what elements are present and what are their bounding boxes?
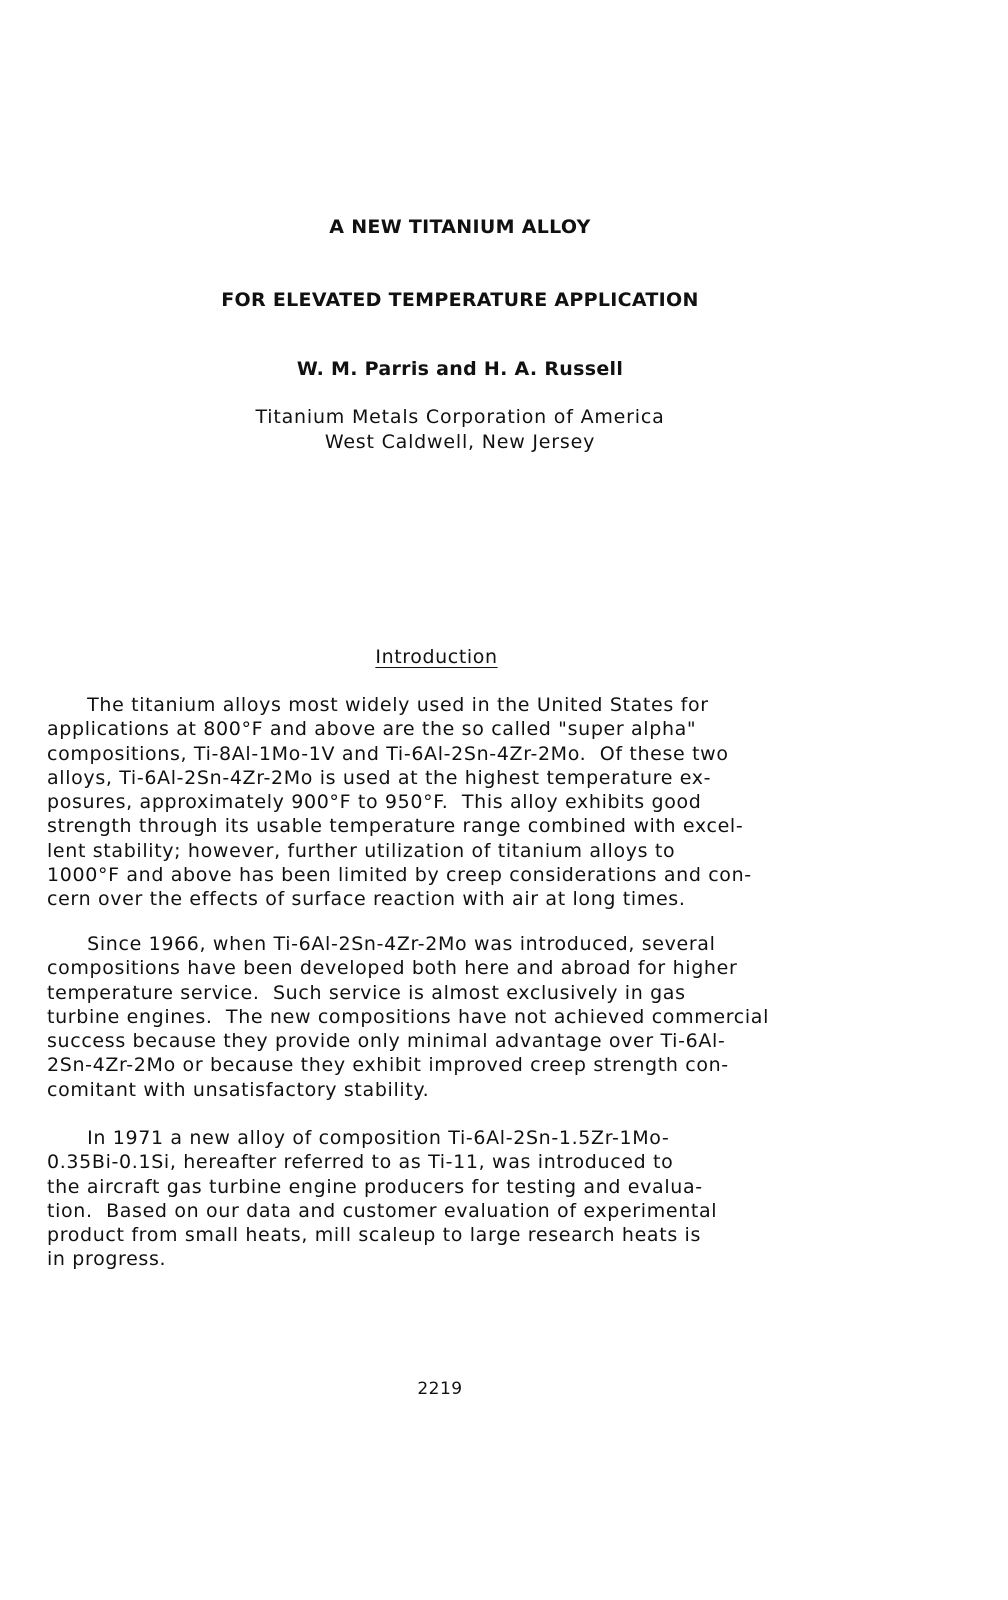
paragraph-line: cern over the effects of surface reaction with air at long times.: [47, 888, 686, 911]
affiliation-line-1: Titanium Metals Corporation of America: [255, 406, 665, 428]
paragraph-2: [47, 932, 877, 1102]
paragraph-line: posures, approximately 900°F to 950°F. This alloy exhibits good: [47, 791, 702, 814]
paragraph-line: 2Sn-4Zr-2Mo or because they exhibit improved creep strength con-: [47, 1054, 729, 1077]
paragraph-line: tion. Based on our data and customer evaluation of experimental: [47, 1199, 718, 1222]
page-number: 2219: [417, 1379, 463, 1399]
paragraph-line: comitant with unsatisfactory stability.: [47, 1078, 430, 1101]
paragraph-line: product from small heats, mill scaleup to large research heats is: [47, 1224, 702, 1247]
paragraph-line: applications at 800°F and above are the so called "super alpha": [47, 718, 697, 741]
paragraph-line: lent stability; however, further utilization of titanium alloys to: [47, 839, 676, 862]
paragraph-line: success because they provide only minimal advantage over Ti-6Al-: [47, 1030, 726, 1053]
paragraph-line: strength through its usable temperature range combined with excel-: [47, 815, 744, 838]
paragraph-line: compositions have been developed both here and abroad for higher: [47, 957, 738, 980]
title-line-1: A NEW TITANIUM ALLOY: [329, 216, 591, 238]
paragraph-line: in progress.: [47, 1248, 167, 1271]
paragraph-line: the aircraft gas turbine engine producers for testing and evalua-: [47, 1175, 703, 1198]
paragraph-3: [47, 1126, 877, 1272]
paragraph-line: The titanium alloys most widely used in the United States for: [47, 694, 709, 716]
affiliation-line-2: West Caldwell, New Jersey: [324, 431, 596, 453]
paragraph-line: 0.35Bi-0.1Si, hereafter referred to as Ti-11, was introduced to: [47, 1151, 674, 1174]
paragraph-line: In 1971 a new alloy of composition Ti-6Al-2Sn-1.5Zr-1Mo-: [47, 1127, 670, 1149]
section-heading-text: Introduction: [375, 646, 498, 668]
paragraph-line: Since 1966, when Ti-6Al-2Sn-4Zr-2Mo was introduced, several: [47, 933, 716, 955]
paragraph-line: temperature service. Such service is almost exclusively in gas: [47, 981, 686, 1004]
section-heading: [0, 646, 873, 668]
paragraph-line: turbine engines. The new compositions have not achieved commercial: [47, 1005, 770, 1028]
paragraph-1: [47, 693, 877, 912]
authors: W. M. Parris and H. A. Russell: [296, 358, 624, 380]
paragraph-line: 1000°F and above has been limited by creep considerations and con-: [47, 864, 752, 887]
paragraph-line: alloys, Ti-6Al-2Sn-4Zr-2Mo is used at the highest temperature ex-: [47, 766, 712, 789]
paragraph-line: compositions, Ti-8Al-1Mo-1V and Ti-6Al-2Sn-4Zr-2Mo. Of these two: [47, 742, 729, 765]
title-line-2: FOR ELEVATED TEMPERATURE APPLICATION: [221, 289, 699, 311]
